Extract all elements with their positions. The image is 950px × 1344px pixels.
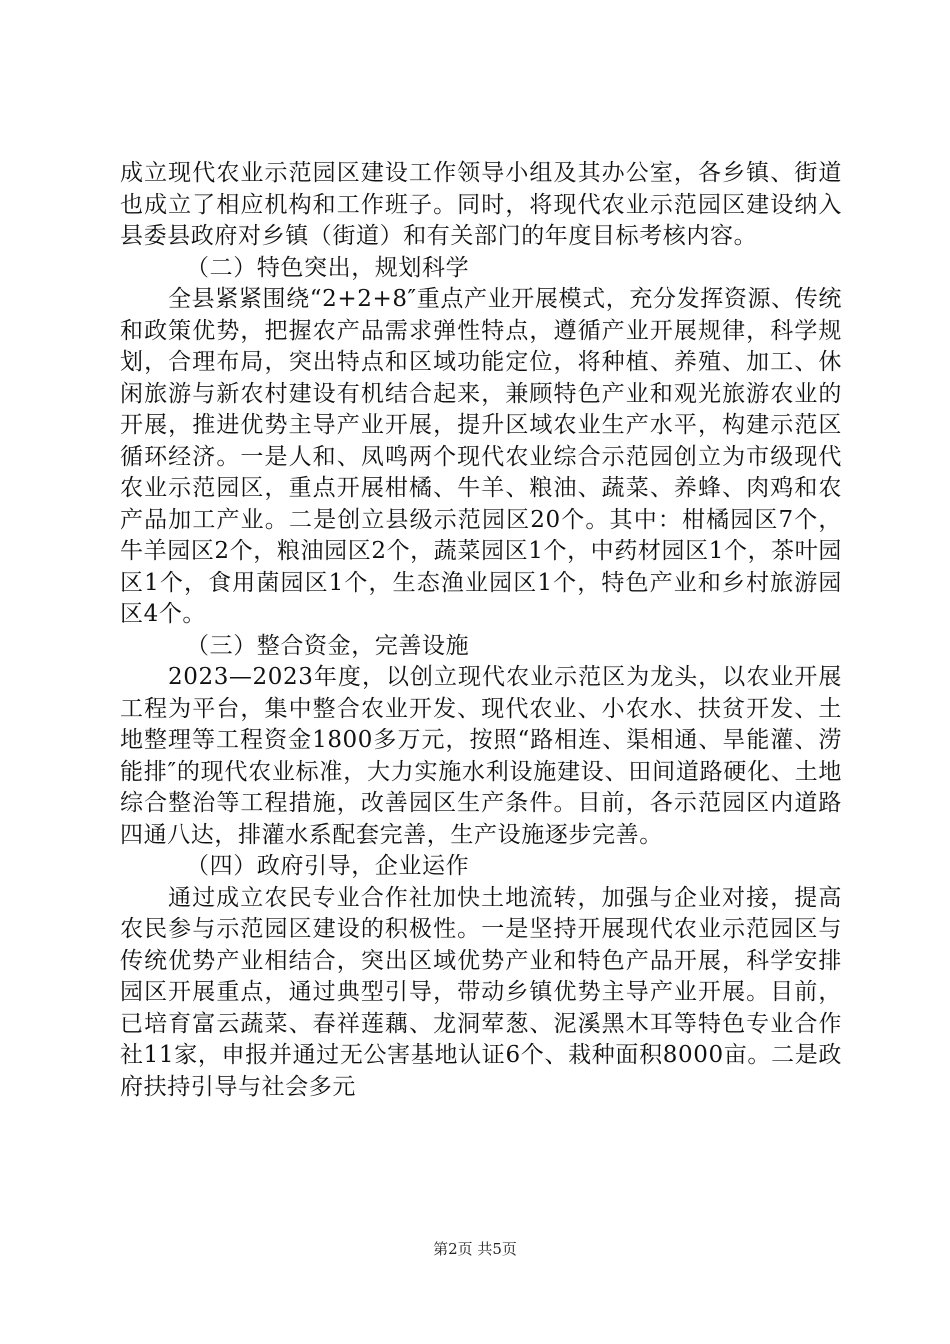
section-heading-2: （二）特色突出，规划科学 xyxy=(186,254,470,281)
paragraph-funding-facilities: 2023—2023年度，以创立现代农业示范区为龙头，以农业开展工程为平台，集中整合农业开发、现代农业、小农水、扶贫开发、土地整理等工程资金1800多万元，按照“路相连、渠相通、旱能灌、涝能排″的现代农业标准，大力实施水利设施建设、田间道路硬化、土地综合整治等工程措施，改善园区生产条件。目前，各示范园区内道路四通八达，排灌水系配套完善，生产设施逐步完善。 xyxy=(120,664,842,848)
paragraph-featured-planning: 全县紧紧围绕“2+2+8″重点产业开展模式，充分发挥资源、传统和政策优势，把握农产品需求弹性特点，遵循产业开展规律，科学规划，合理布局，突出特点和区域功能定位，将种植、养殖、加工、休闲旅游与新农村建设有机结合起来，兼顾特色产业和观光旅游农业的开展，推进优势主导产业开展，提升区域农业生产水平，构建示范区循环经济。一是人和、凤鸣两个现代农业综合示范园创立为市级现代农业示范园区，重点开展柑橘、牛羊、粮油、蔬菜、养蜂、肉鸡和农产品加工产业。二是创立县级示范园区20个。其中：柑橘园区7个，牛羊园区2个，粮油园区2个，蔬菜园区1个，中药材园区1个，茶叶园区1个，食用菌园区1个，生态渔业园区1个，特色产业和乡村旅游园区4个。 xyxy=(120,286,842,627)
section-heading-4: （四）政府引导，企业运作 xyxy=(186,853,470,879)
section-heading-3: （三）整合资金，完善设施 xyxy=(186,632,470,659)
document-body xyxy=(120,158,842,1103)
paragraph-government-guidance: 通过成立农民专业合作社加快土地流转，加强与企业对接，提高农民参与示范园区建设的积极性。一是坚持开展现代农业示范园区与传统优势产业相结合，突出区域优势产业和特色产品开展，科学安排园区开展重点，通过典型引导，带动乡镇优势主导产业开展。目前，已培育富云蔬菜、春祥莲藕、龙洞荤葱、泥溪黑木耳等特色专业合作社11家，申报并通过无公害基地认证6个、栽种面积8000亩。二是政府扶持引导与社会多元 xyxy=(120,884,842,1100)
paragraph-continuation: 成立现代农业示范园区建设工作领导小组及其办公室，各乡镇、街道也成立了相应机构和工作班子。同时，将现代农业示范园区建设纳入县委县政府对乡镇（街道）和有关部门的年度目标考核内容。 xyxy=(120,160,842,249)
page-number-footer: 第2页 共5页 xyxy=(433,1240,517,1258)
